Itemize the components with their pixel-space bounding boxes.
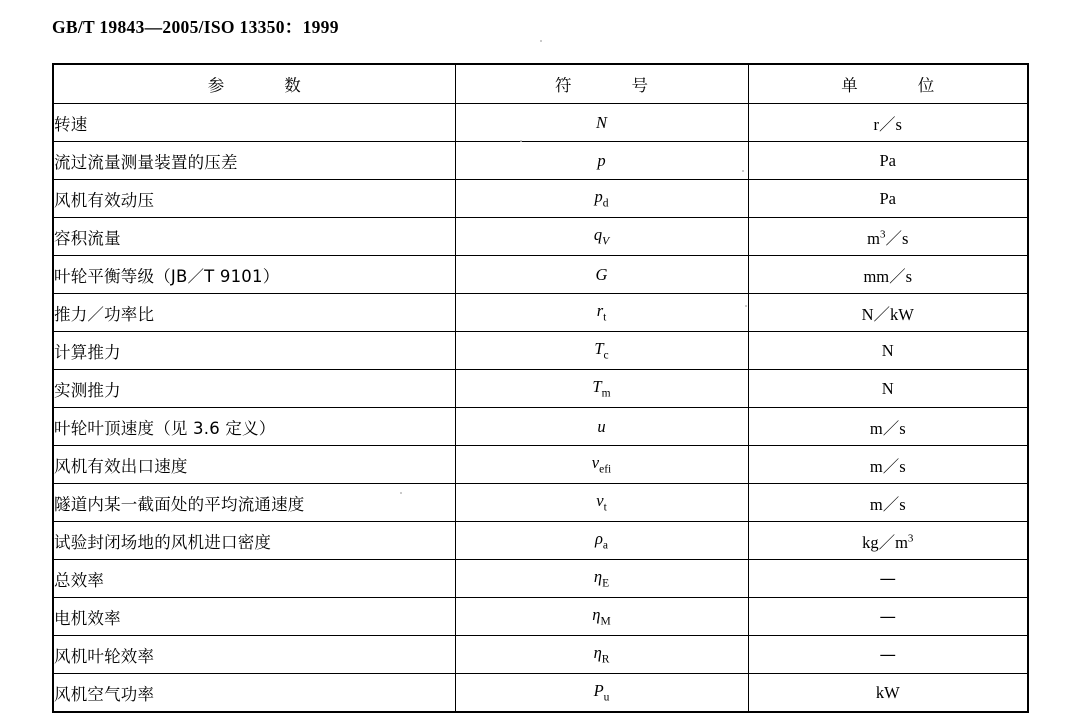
cell-symbol: $\rho_a$ xyxy=(455,522,748,560)
cell-parameter: 推力／功率比 xyxy=(53,294,455,332)
cell-unit: N xyxy=(748,332,1028,370)
cell-parameter: 实测推力 xyxy=(53,370,455,408)
cell-parameter: 叶轮平衡等级（JB／T 9101） xyxy=(53,256,455,294)
cell-symbol: G xyxy=(455,256,748,294)
table-row xyxy=(53,294,1028,332)
table-row xyxy=(53,142,1028,180)
cell-symbol: u xyxy=(455,408,748,446)
table-row xyxy=(53,560,1028,598)
cell-parameter: 计算推力 xyxy=(53,332,455,370)
cell-unit: m／s xyxy=(748,408,1028,446)
cell-parameter: 叶轮叶顶速度（见 3.6 定义） xyxy=(53,408,455,446)
page-header: GB/T 19843—2005/ISO 13350：1999 xyxy=(52,17,339,37)
cell-unit: $m^3/s$ xyxy=(748,218,1028,256)
cell-symbol: p xyxy=(455,142,748,180)
cell-unit: N／kW xyxy=(748,294,1028,332)
cell-parameter: 试验封闭场地的风机进口密度 xyxy=(53,522,455,560)
cell-unit: m／s xyxy=(748,484,1028,522)
table-body xyxy=(53,104,1028,713)
cell-symbol: $v_{efi}$ xyxy=(455,446,748,484)
cell-unit: Pa xyxy=(748,142,1028,180)
parameters-table xyxy=(52,63,1029,713)
cell-symbol: N xyxy=(455,104,748,142)
cell-parameter: 转速 xyxy=(53,104,455,142)
cell-parameter: 风机有效出口速度 xyxy=(53,446,455,484)
cell-symbol: $T_m$ xyxy=(455,370,748,408)
column-header-parameter-label: 参 数 xyxy=(207,76,310,95)
table-header-row xyxy=(53,64,1028,104)
cell-parameter: 流过流量测量装置的压差 xyxy=(53,142,455,180)
cell-symbol: $p_d$ xyxy=(455,180,748,218)
column-header-parameter xyxy=(53,64,455,104)
table-row xyxy=(53,674,1028,713)
cell-symbol: $q_V$ xyxy=(455,218,748,256)
cell-parameter: 总效率 xyxy=(53,560,455,598)
column-header-unit-label: 单 位 xyxy=(841,76,944,95)
cell-unit: r／s xyxy=(748,104,1028,142)
cell-symbol: $P_u$ xyxy=(455,674,748,713)
cell-unit: m／s xyxy=(748,446,1028,484)
cell-symbol: $\eta_M$ xyxy=(455,598,748,636)
cell-unit: $kg/m^3$ xyxy=(748,522,1028,560)
cell-parameter: 容积流量 xyxy=(53,218,455,256)
table-row xyxy=(53,104,1028,142)
table-row xyxy=(53,180,1028,218)
cell-parameter: 电机效率 xyxy=(53,598,455,636)
cell-symbol: $T_c$ xyxy=(455,332,748,370)
cell-parameter: 风机空气功率 xyxy=(53,674,455,713)
table-row xyxy=(53,332,1028,370)
cell-unit: — xyxy=(748,598,1028,636)
column-header-symbol-label: 符 号 xyxy=(555,76,657,95)
cell-parameter: 风机叶轮效率 xyxy=(53,636,455,674)
table-row xyxy=(53,218,1028,256)
cell-parameter: 风机有效动压 xyxy=(53,180,455,218)
cell-unit: mm／s xyxy=(748,256,1028,294)
table-row xyxy=(53,256,1028,294)
table-row xyxy=(53,484,1028,522)
column-header-symbol xyxy=(455,64,748,104)
table-row xyxy=(53,636,1028,674)
cell-symbol: $r_t$ xyxy=(455,294,748,332)
cell-unit: — xyxy=(748,560,1028,598)
cell-unit: Pa xyxy=(748,180,1028,218)
cell-unit: — xyxy=(748,636,1028,674)
cell-symbol: $v_t$ xyxy=(455,484,748,522)
table-row xyxy=(53,522,1028,560)
column-header-unit xyxy=(748,64,1028,104)
cell-parameter: 隧道内某一截面处的平均流通速度 xyxy=(53,484,455,522)
table-row xyxy=(53,598,1028,636)
cell-symbol: $\eta_E$ xyxy=(455,560,748,598)
parameters-table-container xyxy=(52,63,1027,713)
table-row xyxy=(53,446,1028,484)
cell-unit: kW xyxy=(748,674,1028,713)
table-row xyxy=(53,370,1028,408)
cell-symbol: $\eta_R$ xyxy=(455,636,748,674)
table-row xyxy=(53,408,1028,446)
cell-unit: N xyxy=(748,370,1028,408)
